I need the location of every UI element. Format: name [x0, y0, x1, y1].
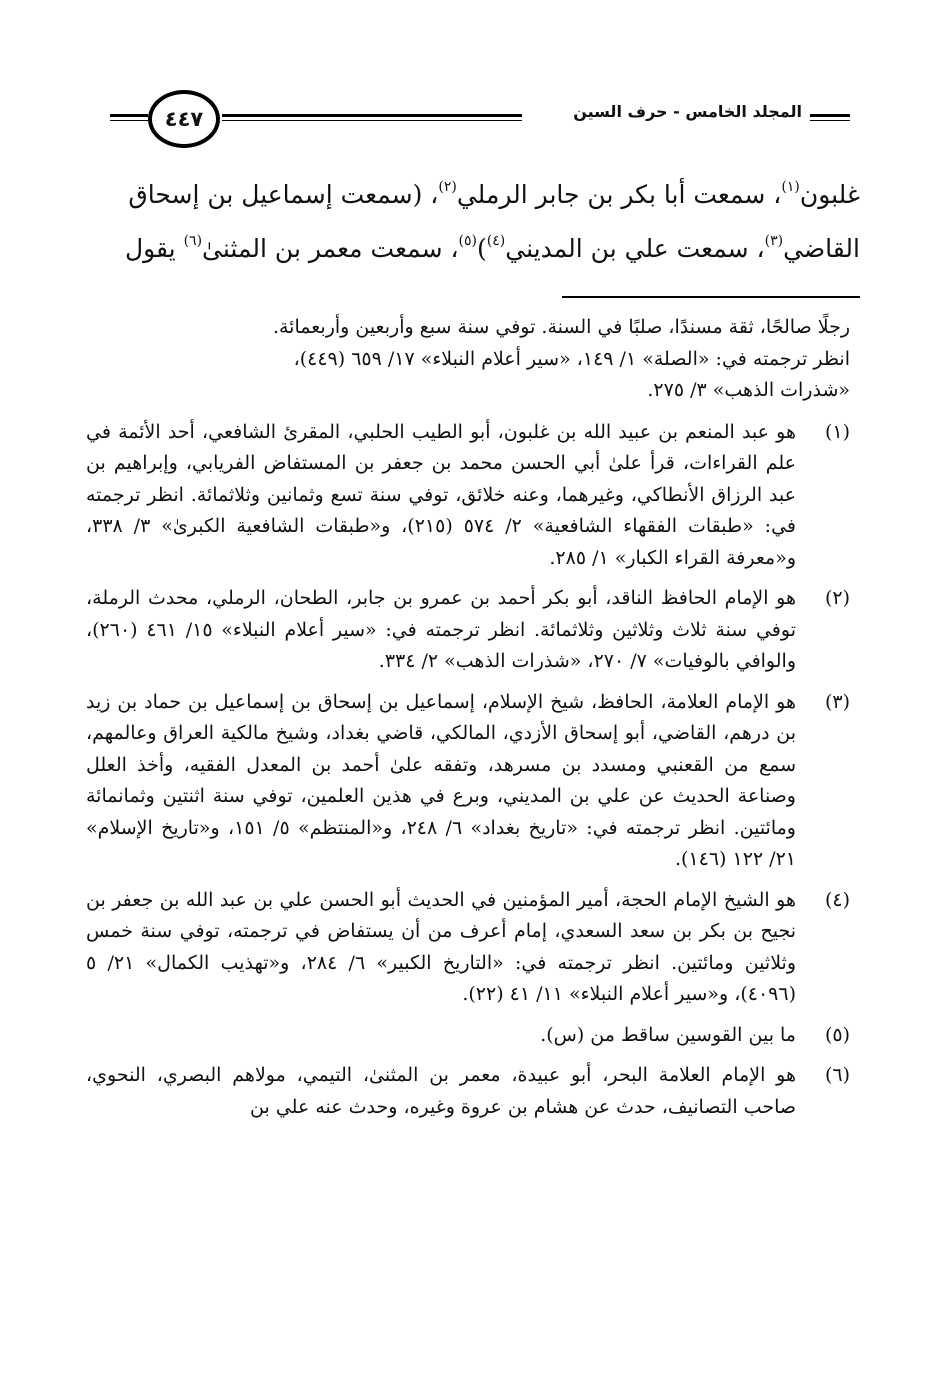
main-text-segment: ، سمعت علي بن المديني — [505, 234, 765, 263]
main-text-segment: يقول — [124, 234, 184, 263]
continuation-line: «شذرات الذهب» ٣/ ٢٧٥. — [647, 379, 850, 401]
footnote-number: (٢) — [824, 587, 850, 609]
footnote-item — [86, 687, 850, 876]
footnote-number: (٣) — [824, 690, 850, 713]
main-text-line — [82, 222, 860, 276]
footnote-ref[interactable]: (٣) — [764, 233, 784, 249]
footnotes — [86, 312, 850, 1132]
footnote-text: هو الشيخ الإمام الحجة، أمير المؤمنين في الحديث أبو الحسن علي بن عبد الله بن جعفر بن نجيح بن بكر بن سعد السعدي، إمام أعرف من أن يستفاض في ترجمته، توفي سنة خمس وثلاثين ومائتين. انظر ترجمته في: «التاريخ الكبير» ٦/ ٢٨٤، و«تهذيب الكمال» ٢١/ ٥ (٤٠٩٦)، و«سير أعلام النبلاء» ١١/ ٤١ (٢٢). — [86, 888, 797, 1005]
footnote-item — [86, 1020, 850, 1052]
footnote-number: (١) — [824, 420, 850, 443]
footnote-item — [86, 885, 850, 1011]
main-text-segment: ) — [477, 234, 487, 263]
main-text-segment: غلبون — [799, 180, 860, 209]
footnote-separator — [562, 296, 860, 298]
footnote-continuation — [86, 312, 850, 407]
footnote-text: هو الإمام الحافظ الناقد، أبو بكر أحمد بن عمرو بن جابر، الطحان، الرملي، محدث الرملة، توفي سنة ثلاث وثلاثين وثلاثمائة. انظر ترجمته في: «سير أعلام النبلاء» ١٥/ ٤٦١ (٢٦٠)، والوافي بالوفيات» ٧/ ٢٧٠، «شذرات الذهب» ٢/ ٣٣٤. — [86, 587, 796, 672]
header-rule — [110, 120, 148, 121]
main-text-segment: القاضي — [783, 234, 860, 263]
header-rule — [222, 120, 522, 121]
main-text — [82, 168, 860, 276]
footnote-number: (٦) — [824, 1064, 850, 1086]
page-number: ٤٤٧ — [148, 90, 220, 148]
header-rule — [810, 114, 850, 117]
footnote-text: هو عبد المنعم بن عبيد الله بن غلبون، أبو الطيب الحلبي، المقرئ الشافعي، أحد الأئمة في علم القراءات، قرأ علىٰ أبي الحسن محمد بن جعفر بن المستفاض الفريابي، وإبراهيم بن عبد الرزاق الأنطاكي، وغيرهما، وعنه خلائق، توفي سنة تسع وثمانين وثلاثمائة. انظر ترجمته في: «طبقات الفقهاء الشافعية» ٢/ ٥٧٤ (٢١٥)، و«طبقات الشافعية الكبرىٰ» ٣/ ٣٣٨، و«معرفة القراء الكبار» ١/ ٢٨٥. — [86, 420, 796, 569]
footnote-number: (٤) — [824, 888, 850, 911]
footnote-item — [86, 417, 850, 575]
footnote-text: هو الإمام العلامة البحر، أبو عبيدة، معمر بن المثنىٰ، التيمي، مولاهم البصري، النحوي، صاحب التصانيف، حدث عن هشام بن عروة وغيره، وحدث عنه علي بن — [86, 1064, 796, 1118]
footnote-item — [86, 1060, 850, 1123]
footnote-ref[interactable]: (٤) — [486, 233, 506, 249]
main-text-segment: ، (سمعت إسماعيل بن إسحاق — [128, 180, 439, 209]
footnote-number: (٥) — [824, 1023, 850, 1046]
main-text-segment: ، سمعت أبا بكر بن جابر الرملي — [456, 180, 782, 209]
header-rule — [110, 114, 148, 117]
running-header — [110, 90, 850, 160]
footnote-ref[interactable]: (٢) — [438, 179, 457, 195]
footnote-text: ما بين القوسين ساقط من (س). — [540, 1023, 796, 1046]
main-text-line — [82, 168, 860, 222]
header-rule — [222, 114, 522, 117]
footnote-ref[interactable]: (٦) — [183, 233, 203, 249]
continuation-line: انظر ترجمته في: «الصلة» ١/ ١٤٩، «سير أعلام النبلاء» ١٧/ ٦٥٩ (٤٤٩)، — [293, 347, 850, 370]
running-title: المجلد الخامس - حرف السين — [573, 102, 802, 121]
header-rule — [810, 120, 850, 121]
footnote-ref[interactable]: (١) — [781, 179, 800, 195]
footnote-text: هو الإمام العلامة، الحافظ، شيخ الإسلام، إسماعيل بن إسحاق بن إسماعيل بن حماد بن زيد بن درهم، القاضي، أبو إسحاق الأزدي، المالكي، قاضي بغداد، وشيخ مالكية العراق وعالمهم، سمع من القعنبي ومسدد بن مسرهد، وتفقه علىٰ أحمد بن المعدل الفقيه، وأخذ العلل وصناعة الحديث عن علي بن المديني، وبرع في هذين العلمين، توفي سنة اثنتين وثمانمائة ومائتين. انظر ترجمته في: «تاريخ بغداد» ٦/ ٢٤٨، و«المنتظم» ٥/ ١٥١، و«تاريخ الإسلام» ٢١/ ١٢٢ (١٤٦). — [86, 690, 796, 870]
footnote-item — [86, 583, 850, 678]
footnote-ref[interactable]: (٥) — [458, 233, 478, 249]
continuation-line: رجلًا صالحًا، ثقة مسندًا، صلبًا في السنة. توفي سنة سبع وأربعين وأربعمائة. — [272, 316, 850, 338]
main-text-segment: ، سمعت معمر بن المثنىٰ — [202, 234, 459, 263]
